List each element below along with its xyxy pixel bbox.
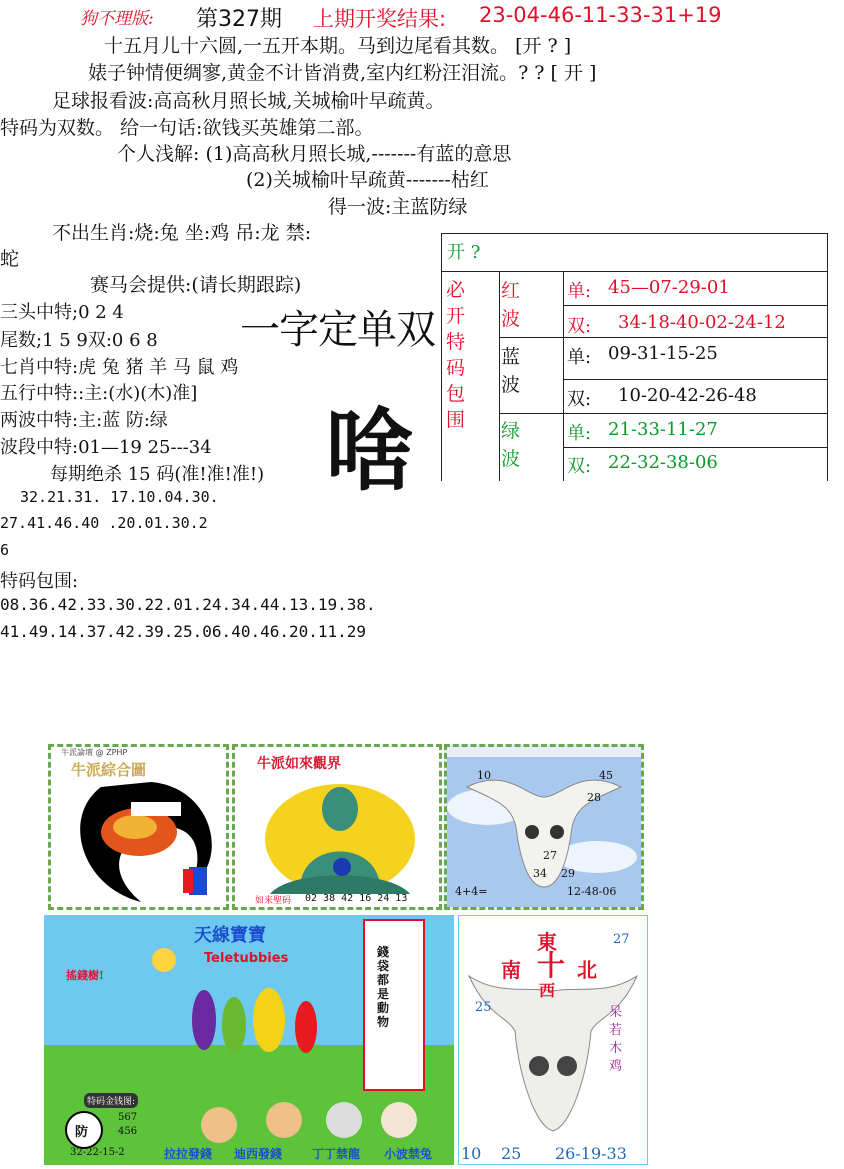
dir-center: 十 [537,949,566,982]
kill-numbers-2: 27.41.46.40 .20.01.30.2 [0,514,208,532]
wave-picks: 两波中特:主:蓝 防:绿 [0,410,168,431]
circle-label: 防 [75,1125,89,1140]
blue-even-numbers: 10-20-42-26-48 [618,385,757,406]
teletubbies-numbers: 567 456 [118,1112,138,1137]
buddha-image [232,744,442,910]
blue-odd-numbers: 09-31-15-25 [608,343,718,364]
poem-line-5: 个人浅解: (1)高高秋月照长城,-------有蓝的意思 [117,143,512,165]
watermark-text: 牛派論壇 @ ZPHP [61,748,128,757]
bottom-label-2: 迪西發錢 [234,1147,283,1161]
blue-odd-label: 单: [567,347,592,368]
p5-side-text: 呆若木鸡 [609,1005,623,1074]
red-odd-label: 单: [567,281,592,302]
red-even-numbers: 34-18-40-02-24-12 [618,312,786,333]
dir-north: 北 [577,958,597,982]
special-numbers-1: 08.36.42.33.30.22.01.24.34.44.13.19.38. [0,595,376,614]
red-odd-numbers: 45—07-29-01 [608,277,730,298]
poem-line-2: 婊子钟情便绸寥,黄金不计皆消费,室内红粉汪泪流。? ? [ 开 ] [88,62,597,84]
p3-equation: 4+4= [455,885,488,898]
poem-line-8: 不出生肖:烧:兔 坐:鸡 吊:龙 禁: [52,222,312,244]
blue-wave-label: 蓝波 [501,346,521,396]
last-result-numbers: 23-04-46-11-33-31+19 [479,3,722,27]
element-picks: 五行中特::主:(水)(木)准] [0,383,198,404]
poem-line-1: 十五月儿十六圆,一五开本期。马到边尾看其数。 [开 ? ] [104,35,572,57]
big-question-char: 啥 [325,399,415,504]
tail-numbers: 尾数;1 5 9双:0 6 8 [0,330,158,351]
special-label: 特码包围: [0,571,79,592]
skull-direction-image [458,915,648,1165]
panel1-title: 牛派綜合圖 [71,761,147,779]
red-even-label: 双: [567,316,592,337]
dir-west: 西 [539,981,556,1000]
teletubbies-logo: Teletubbies [204,951,289,966]
last-result-label: 上期开奖结果: [313,7,447,31]
p3-num-6: 29 [561,867,575,880]
money-tree-tag: 搖錢樹! [66,969,104,982]
fire-swirl-graphic [71,777,221,907]
panel2-numbers: 02 38 42 16 24 13 [305,893,408,904]
p3-num-3: 28 [587,791,601,804]
table-head: 开 ? [447,242,481,263]
p5-bottom-3: 26-19-33 [555,1144,627,1163]
panel2-title: 牛派如來觀界 [257,756,341,772]
head-numbers: 三头中特;0 2 4 [0,302,124,323]
p3-num-4: 27 [543,849,557,862]
kill-numbers-3: 6 [0,541,10,559]
bottom-label-3: 丁丁禁龍 [312,1147,361,1161]
zodiac-picks: 七肖中特:虎 兔 猪 羊 马 鼠 鸡 [0,357,239,378]
poem-line-4: 特码为双数。 给一句话:欲钱买英雄第二部。 [0,117,374,139]
table-side-label: 必开特码包围 [446,279,466,431]
p5-bottom-1: 10 [461,1144,482,1163]
special-numbers-2: 41.49.14.37.42.39.25.06.40.46.20.11.29 [0,622,367,641]
teletubbies-image [44,915,454,1165]
odd-even-slogan: 一字定单双 [240,307,435,353]
poem-line-6: (2)关城榆叶早疏黄-------枯红 [246,169,489,191]
brand-label: 狗不理版: [80,9,154,29]
blue-even-label: 双: [567,389,592,410]
kill-numbers-1: 32.21.31. 17.10.04.30. [20,488,219,506]
p3-num-5: 34 [533,867,547,880]
red-wave-label: 红波 [501,280,521,330]
teletubbies-side-text: 錢袋都是動物 [377,945,390,1029]
dir-south: 南 [501,958,521,982]
green-even-label: 双: [567,456,592,477]
green-even-numbers: 22-32-38-06 [608,452,718,473]
poem-line-7: 得一波:主蓝防绿 [328,196,468,218]
poem-line-9: 蛇 [0,248,20,270]
bottom-label-1: 拉拉發錢 [164,1147,213,1161]
skull-sky-image [444,744,644,910]
p5-bottom-2: 25 [501,1144,522,1163]
green-odd-label: 单: [567,423,592,444]
segment-picks: 波段中特:01—19 25---34 [0,437,212,458]
p5-num-2: 25 [475,1000,492,1015]
bottom-label-4: 小波禁兔 [384,1147,433,1161]
green-wave-label: 绿波 [501,420,521,470]
p3-num-2: 45 [599,769,613,782]
teletubbies-title: 天線寶寶 [194,925,266,946]
p3-num-7: 12-48-06 [567,885,617,898]
special-code-table [441,233,828,481]
comprehensive-chart-image [48,744,229,910]
dir-east: 東 [537,930,557,954]
gold-pill-label: 特码金钱图: [84,1093,138,1108]
p5-num-1: 27 [613,932,630,947]
poem-line-3: 足球报看波:高高秋月照长城,关城榆叶早疏黄。 [52,90,445,112]
teletubbies-tail-numbers: 32-22-15-2 [70,1147,125,1158]
issue-number: 第327期 [196,7,282,32]
green-odd-numbers: 21-33-11-27 [608,419,718,440]
buddha-graphic [250,769,430,894]
p3-num-1: 10 [477,769,491,782]
panel2-footer: 如来聖码 [255,896,292,906]
provider-text: 赛马会提供:(请长期跟踪) [90,274,302,296]
kill-label: 每期绝杀 15 码(准!准!准!) [50,464,265,485]
